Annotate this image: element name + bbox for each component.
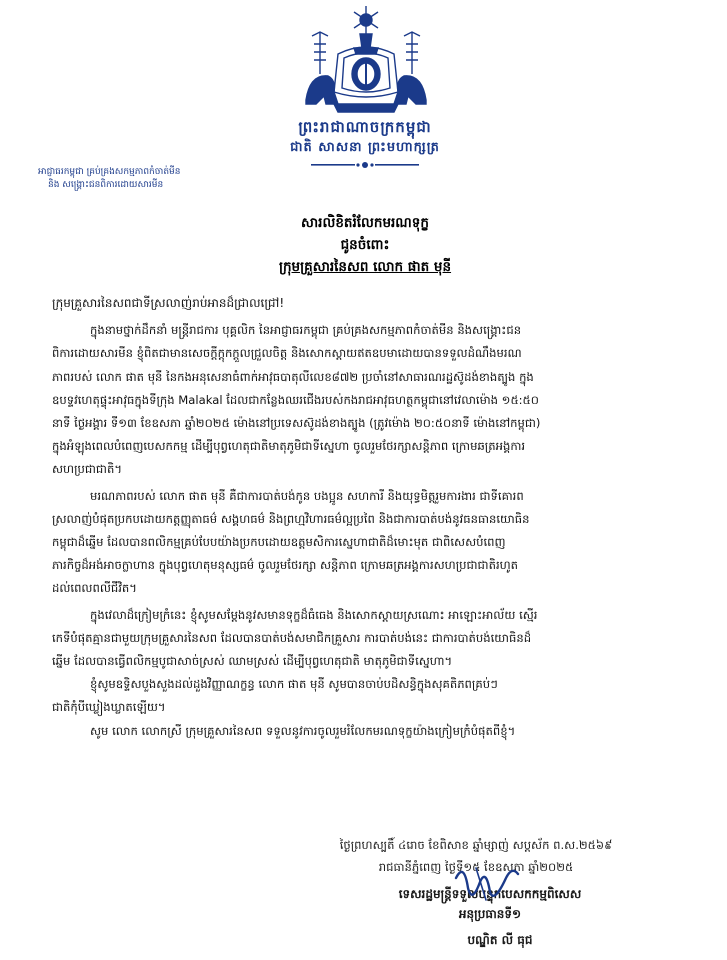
paragraph	[52, 720, 684, 743]
paragraph-line: មរណភាពរបស់ លោក ផាត មុនី គឺជាការបាត់បង់កូន បងប្អូន សហការី និងយុទ្ធមិត្តរួមការងារ ជាទីគោរព	[90, 488, 524, 503]
paragraph-line: ពិការដោយសារមីន ខ្ញុំពិតជាមានសេចក្តីក្តុកក្តួលជ្រួលចិត្ត និងសោកស្តាយឥតឧបមាដោយបានទទួលដំណឹងមរណ	[52, 346, 522, 361]
position-line-1: ទេសរដ្ឋមន្ត្រីទទួលបន្ទុកបេសកកម្មពិសេស	[398, 887, 582, 901]
signatory-name: បណ្ឌិត លី ធុជ	[467, 933, 533, 947]
handwritten-signature	[446, 848, 536, 908]
paragraph-line: ដល់ពេលពលីជីវិត។	[52, 581, 137, 596]
kingdom-header	[240, 116, 490, 170]
paragraph-line: ជាតិកុំបីឃ្លៀងឃ្លាតឡើយ។	[52, 700, 166, 715]
paragraph-line: នាទី ថ្ងៃអង្គារ ទី១៣ ខែឧសភា ឆ្នាំ២០២៥ ម៉ោងនៅប្រទេសស៊ូដង់ខាងត្បូង (ត្រូវម៉ោង ២០:៥០នាទី ម៉ោងនៅកម្ពុជា)	[52, 416, 541, 431]
paragraph-line: ភាពរបស់ លោក ផាត មុនី នៃកងអនុសេនាធំពាក់អាវុធបាតុលីលេខ៨៧២ ប្រចាំនៅសាធារណរដ្ឋស៊ូដង់ខាងត្បូង ក្នុង	[52, 369, 534, 384]
letter-title	[120, 212, 610, 278]
paragraph	[52, 604, 684, 674]
paragraph	[52, 673, 684, 719]
letter-body	[52, 292, 684, 743]
national-motto: ជាតិ សាសនា ព្រះមហាក្សត្រ	[290, 140, 440, 155]
paragraph-line: ភារកិច្ចដ៏អង់អាចក្លាហាន ក្នុងបុព្វហេតុមនុស្សធម៌ ចូលរួមថែរក្សា សន្តិភាព ក្រោមឆត្រអង្គការសហប្រជាជាតិរហូត	[52, 558, 519, 573]
paragraph-line: កេទីបំផុតគ្មានជាមួយក្រុមគ្រួសារនៃសព ដែលបានបាត់បង់សមាជិកគ្រួសារ ការបាត់បង់នេះ ជាការបាត់បង់យោធិនដ៏	[52, 630, 532, 645]
kingdom-name: ព្រះរាជាណាចក្រកម្ពុជា	[298, 118, 432, 136]
paragraph-line: ឧបទ្ទវហេតុផ្ទុះអាវុធក្នុងទីក្រុង Malakal ដែលជាកន្លែងឈរជើងរបស់កងរាជអាវុធហត្ថកម្ពុជានៅវេលាម៉ោង ១៥:៥០	[52, 392, 539, 407]
royal-coat-of-arms-emblem	[298, 4, 434, 116]
solar-date: រាជធានីភ្នំពេញ ថ្ងៃទី១៥ ខែឧសភា ឆ្នាំ២០២៥	[378, 860, 574, 874]
paragraph-line: ខ្ញុំសូមឧទ្ទិសបួងសួងដល់ដួងវិញ្ញាណក្ខន្ធ លោក ផាត មុនី សូមបានចាប់បដិសន្ធិក្នុងសុគតិភពគ្រប់ៗ	[90, 677, 498, 692]
sender-institution	[38, 166, 268, 192]
lunar-date: ថ្ងៃព្រហស្បតិ៍ ៤រោច ខែពិសាខ ឆ្នាំម្សាញ់ សប្តស័ក ព.ស.២៥៦៩	[339, 838, 613, 852]
paragraph-line: ក្នុងអំឡុងពេលបំពេញបេសកកម្ម ដើម្បីបុព្វហេតុជាតិមាតុភូមិជាទីស្នេហា ចូលរួមថែរក្សាសន្តិភាព ក្រោមឆត្រអង្គការ	[52, 439, 526, 454]
title-line-3: ក្រុមគ្រួសារនៃសព លោក ផាត មុនី	[278, 259, 452, 275]
paragraph	[52, 319, 684, 481]
paragraph-line: ក្នុងនាមថ្នាក់ដឹកនាំ មន្ត្រីរាជការ បុគ្គលិក នៃអាជ្ញាធរកម្ពុជា គ្រប់គ្រងសកម្មភាពកំចាត់មីន និងសង្គ្រោះជន	[90, 323, 522, 338]
paragraph-line: សូម លោក លោកស្រី ក្រុមគ្រួសារនៃសព ទទួលនូវការចូលរួមរំលែកមរណទុក្ខយ៉ាងក្រៀមក្រំបំផុតពីខ្ញុំ។	[90, 723, 516, 738]
position-line-2: អនុប្រធានទី១	[458, 907, 522, 921]
salutation: ក្រុមគ្រួសារនៃសពជាទីស្រលាញ់រាប់អានដ៏ជ្រាលជ្រៅ!	[52, 296, 285, 310]
paragraph-line: កម្ពុជាដ៏ឆ្នើម ដែលបានពលិកម្មគ្រប់បែបយ៉ាងប្រកបដោយឧត្តមសិការស្នេហាជាតិដ៏មោះមុត ជាពិសេសបំពេញ	[52, 535, 506, 550]
sender-line-2: និង សង្គ្រោះជនពិការដោយសារមីន	[48, 180, 164, 190]
sender-line-1: អាជ្ញាធរកម្ពុជា គ្រប់គ្រងសកម្មភាពកំចាត់មីន	[38, 167, 181, 177]
paragraph-line: ស្រលាញ់បំផុតប្រកបដោយកត្តញ្ញុតាធម៌ សង្គហធម៌ និងព្រហ្មវិហារធម៌ល្អប្រពៃ និងជាការបាត់បង់នូវធនធានយោធិន	[52, 511, 530, 526]
ornamental-divider	[305, 160, 425, 170]
paragraph-line: សហប្រជាជាតិ។	[52, 462, 122, 477]
paragraph-line: ឆ្នើម ដែលបានធ្វើពលិកម្មបូជាសាច់ស្រស់ ឈាមស្រស់ ដើម្បីបុព្វហេតុជាតិ មាតុភូមិជាទីស្នេហា។	[52, 654, 453, 669]
paragraph	[52, 485, 684, 601]
paragraph-line: ក្នុងវេលាដ៏ក្រៀមក្រំនេះ ខ្ញុំសូមសម្តែងនូវសមានទុក្ខដ៏ធំធេង និងសោកស្តាយស្រណោះ អាឡោះអាល័យ ស្មើរ	[90, 607, 538, 622]
title-line-1: សារលិខិតរំលែកមរណទុក្ខ	[301, 215, 429, 231]
title-line-2: ជូនចំពោះ	[340, 237, 390, 253]
